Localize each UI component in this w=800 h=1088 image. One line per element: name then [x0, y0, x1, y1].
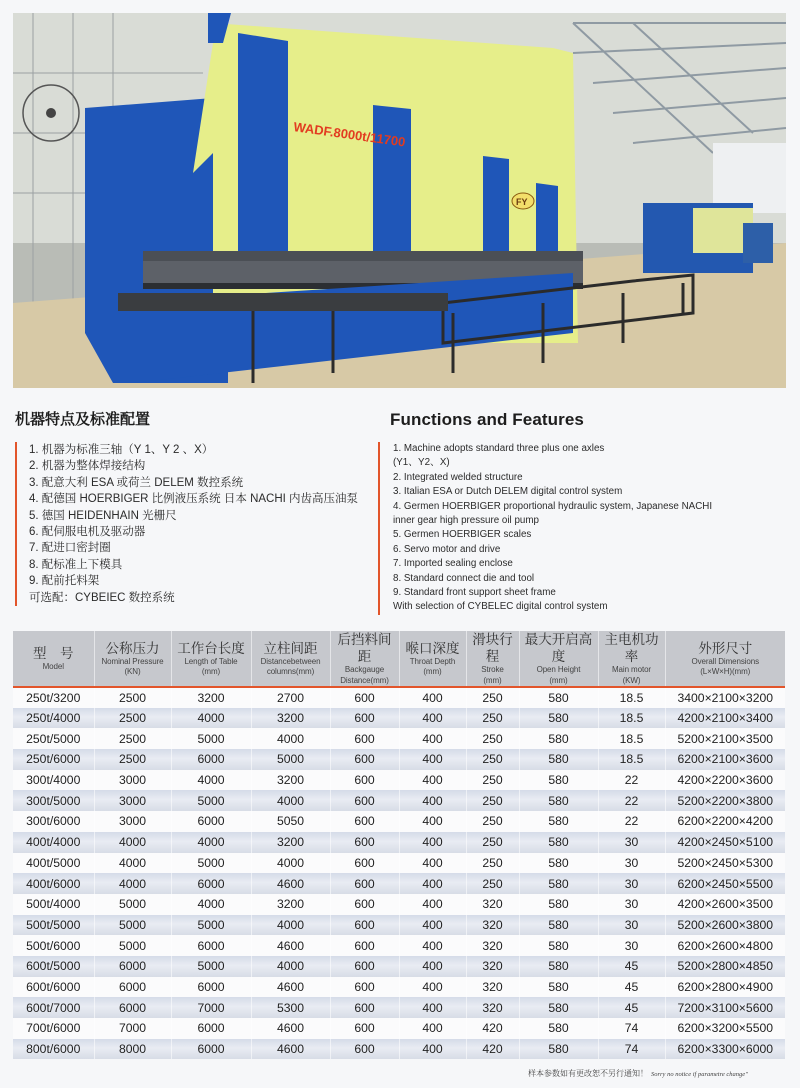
table-row	[13, 728, 785, 749]
table-cell: 18.5	[598, 687, 665, 708]
column-header	[13, 631, 94, 687]
column-header-en: Stroke	[481, 665, 504, 674]
table-cell: 5200×2200×3800	[665, 790, 785, 811]
feature-item-optional: With selection of CYBELEC digital control system	[393, 601, 608, 613]
table-cell: 600	[330, 956, 399, 977]
model-cell: 300t/5000	[13, 790, 94, 811]
table-cell: 5000	[171, 853, 251, 874]
table-cell: 400	[399, 873, 466, 894]
features-en-title: Functions and Features	[390, 410, 584, 429]
table-cell: 30	[598, 832, 665, 853]
feature-item: 9. Standard front support sheet frame	[393, 587, 556, 599]
table-cell: 18.5	[598, 728, 665, 749]
table-cell: 580	[519, 853, 598, 874]
machine-label: WADF.8000t/11700	[292, 119, 407, 150]
model-cell: 300t/6000	[13, 811, 94, 832]
table-row	[13, 853, 785, 874]
table-cell: 22	[598, 770, 665, 791]
table-cell: 400	[399, 687, 466, 708]
table-cell: 600	[330, 687, 399, 708]
table-cell: 600	[330, 708, 399, 729]
table-cell: 5000	[94, 915, 171, 936]
column-header-cn: 公称压力	[105, 640, 160, 656]
table-cell: 320	[466, 997, 519, 1018]
table-cell: 3400×2100×3200	[665, 687, 785, 708]
table-row	[13, 790, 785, 811]
machine-logo: FY	[516, 197, 528, 207]
table-cell: 400	[399, 853, 466, 874]
table-row	[13, 894, 785, 915]
table-cell: 4600	[251, 1018, 330, 1039]
table-cell: 250	[466, 749, 519, 770]
table-row	[13, 708, 785, 729]
table-row	[13, 997, 785, 1018]
model-cell: 400t/5000	[13, 853, 94, 874]
table-cell: 7200×3100×5600	[665, 997, 785, 1018]
table-row	[13, 915, 785, 936]
column-header-cn: 工作台长度	[177, 640, 245, 656]
table-cell: 30	[598, 935, 665, 956]
table-cell: 6000	[171, 873, 251, 894]
table-cell: 600	[330, 728, 399, 749]
table-cell: 400	[399, 790, 466, 811]
model-cell: 800t/6000	[13, 1039, 94, 1060]
table-cell: 5200×2800×4850	[665, 956, 785, 977]
feature-item-continued: inner gear high pressure oil pump	[393, 515, 539, 527]
table-cell: 250	[466, 728, 519, 749]
table-cell: 420	[466, 1018, 519, 1039]
table-cell: 18.5	[598, 749, 665, 770]
table-cell: 6200×3200×5500	[665, 1018, 785, 1039]
table-cell: 74	[598, 1018, 665, 1039]
feature-item: 2. Integrated welded structure	[393, 471, 523, 483]
column-header	[598, 631, 665, 687]
column-header-en: Open Height	[536, 665, 581, 674]
table-cell: 580	[519, 832, 598, 853]
table-cell: 6000	[171, 749, 251, 770]
table-cell: 320	[466, 935, 519, 956]
table-cell: 5000	[171, 956, 251, 977]
table-header-row	[13, 631, 785, 687]
column-header-en: Model	[42, 661, 64, 671]
table-cell: 6000	[171, 1039, 251, 1060]
column-header	[519, 631, 598, 687]
column-header-cn: 主电机功率	[604, 632, 659, 664]
table-body	[13, 687, 785, 1059]
feature-item-optional: 可选配：CYBEIEC 数控系统	[29, 591, 175, 604]
table-cell: 6000	[171, 1018, 251, 1039]
feature-item: 9. 配前托料架	[29, 575, 100, 588]
table-row	[13, 749, 785, 770]
column-header-unit: (L×W×H)(mm)	[700, 667, 751, 676]
table-cell: 2500	[94, 749, 171, 770]
table-cell: 4600	[251, 935, 330, 956]
table-cell: 600	[330, 873, 399, 894]
table-cell: 400	[399, 956, 466, 977]
column-header	[466, 631, 519, 687]
table-cell: 600	[330, 770, 399, 791]
table-cell: 6200×2200×4200	[665, 811, 785, 832]
features-en-list	[378, 442, 780, 615]
table-cell: 2700	[251, 687, 330, 708]
table-cell: 45	[598, 977, 665, 998]
table-cell: 3200	[171, 687, 251, 708]
table-cell: 600	[330, 1018, 399, 1039]
table-cell: 600	[330, 977, 399, 998]
table-cell: 8000	[94, 1039, 171, 1060]
table-cell: 2500	[94, 687, 171, 708]
column-header-unit: (mm)	[201, 667, 221, 676]
table-cell: 4000	[171, 708, 251, 729]
feature-item: 3. Italian ESA or Dutch DELEM digital control system	[393, 486, 623, 498]
table-cell: 250	[466, 873, 519, 894]
table-cell: 4200×2100×3400	[665, 708, 785, 729]
feature-item-continued: (Y1、Y2、X)	[393, 457, 450, 469]
features-cn-title: 机器特点及标准配置	[15, 411, 151, 428]
table-cell: 400	[399, 977, 466, 998]
table-cell: 400	[399, 1018, 466, 1039]
table-cell: 4600	[251, 1039, 330, 1060]
table-cell: 4000	[94, 832, 171, 853]
table-cell: 30	[598, 894, 665, 915]
model-cell: 400t/4000	[13, 832, 94, 853]
table-row	[13, 832, 785, 853]
table-cell: 6200×2800×4900	[665, 977, 785, 998]
specification-table	[13, 631, 785, 1059]
table-cell: 6200×2600×4800	[665, 935, 785, 956]
table-row	[13, 811, 785, 832]
table-cell: 5000	[251, 749, 330, 770]
table-cell: 250	[466, 708, 519, 729]
table-cell: 6000	[171, 977, 251, 998]
table-cell: 30	[598, 873, 665, 894]
model-cell: 600t/6000	[13, 977, 94, 998]
table-cell: 580	[519, 749, 598, 770]
column-header	[171, 631, 251, 687]
press-brake-illustration	[13, 13, 786, 388]
table-cell: 320	[466, 894, 519, 915]
table-cell: 4000	[94, 873, 171, 894]
table-cell: 30	[598, 915, 665, 936]
table-cell: 4600	[251, 873, 330, 894]
column-header-en: Overall Dimensions	[691, 656, 760, 666]
table-cell: 250	[466, 790, 519, 811]
table-cell: 5200×2600×3800	[665, 915, 785, 936]
table-cell: 400	[399, 832, 466, 853]
footnote-cn: 样本参数如有更改恕不另行通知！	[528, 1069, 648, 1078]
table-cell: 600	[330, 790, 399, 811]
model-cell: 400t/6000	[13, 873, 94, 894]
feature-item: 5. 德国 HEIDENHAIN 光栅尺	[29, 509, 177, 522]
table-cell: 580	[519, 687, 598, 708]
table-cell: 580	[519, 1018, 598, 1039]
table-cell: 7000	[171, 997, 251, 1018]
table-cell: 600	[330, 915, 399, 936]
column-header-unit: (KN)	[124, 667, 141, 676]
table-cell: 4200×2600×3500	[665, 894, 785, 915]
table-cell: 5000	[94, 935, 171, 956]
table-row	[13, 956, 785, 977]
table-cell: 4200×2450×5100	[665, 832, 785, 853]
model-cell: 700t/6000	[13, 1018, 94, 1039]
table-row	[13, 770, 785, 791]
column-header-en: Nominal Pressure	[101, 656, 164, 666]
column-header-cn: 滑块行程	[472, 632, 513, 664]
table-cell: 5200×2100×3500	[665, 728, 785, 749]
column-header	[665, 631, 785, 687]
feature-item: 1. Machine adopts standard three plus one axles	[393, 443, 605, 454]
table-cell: 6200×3300×6000	[665, 1039, 785, 1060]
model-cell: 300t/4000	[13, 770, 94, 791]
table-cell: 600	[330, 811, 399, 832]
table-cell: 45	[598, 997, 665, 1018]
table-cell: 74	[598, 1039, 665, 1060]
model-cell: 600t/5000	[13, 956, 94, 977]
column-header-cn: 立柱间距	[263, 640, 318, 656]
table-cell: 6000	[171, 935, 251, 956]
table-cell: 580	[519, 915, 598, 936]
table-cell: 250	[466, 687, 519, 708]
table-cell: 250	[466, 811, 519, 832]
column-header-unit: (mm)	[423, 667, 442, 676]
table-cell: 4000	[251, 956, 330, 977]
table-cell: 4000	[171, 832, 251, 853]
column-header-en: Throat Depth	[409, 656, 456, 666]
table-cell: 580	[519, 728, 598, 749]
table-cell: 400	[399, 915, 466, 936]
column-header-en: Length of Table	[184, 656, 238, 666]
table-row	[13, 1039, 785, 1060]
table-cell: 5000	[94, 894, 171, 915]
table-cell: 6000	[94, 977, 171, 998]
table-row	[13, 873, 785, 894]
table-cell: 600	[330, 935, 399, 956]
feature-item: 6. 配伺服电机及驱动器	[29, 526, 146, 539]
features-english	[390, 408, 780, 615]
table-cell: 580	[519, 873, 598, 894]
column-header	[330, 631, 399, 687]
table-cell: 6200×2450×5500	[665, 873, 785, 894]
table-cell: 420	[466, 1039, 519, 1060]
feature-item: 3. 配意大利 ESA 或荷兰 DELEM 数控系统	[29, 476, 244, 489]
footnote	[528, 1068, 748, 1079]
table-cell: 4000	[251, 915, 330, 936]
table-cell: 4000	[251, 790, 330, 811]
model-cell: 500t/4000	[13, 894, 94, 915]
feature-item: 4. 配德国 HOERBIGER 比例液压系统 日本 NACHI 内齿高压油泵	[29, 493, 359, 506]
feature-item: 8. Standard connect die and tool	[393, 572, 535, 584]
table-cell: 6000	[171, 811, 251, 832]
table-cell: 5000	[171, 915, 251, 936]
table-cell: 580	[519, 956, 598, 977]
column-header	[399, 631, 466, 687]
column-header-en: Main motor	[611, 665, 651, 674]
table-cell: 6000	[94, 956, 171, 977]
table-row	[13, 687, 785, 708]
table-cell: 320	[466, 956, 519, 977]
table-cell: 250	[466, 770, 519, 791]
table-cell: 600	[330, 853, 399, 874]
column-header-unit: columns(mm)	[266, 667, 315, 676]
table-cell: 5000	[171, 728, 251, 749]
feature-item: 7. Imported sealing enclose	[393, 558, 513, 570]
model-cell: 250t/3200	[13, 687, 94, 708]
table-cell: 7000	[94, 1018, 171, 1039]
table-cell: 3000	[94, 770, 171, 791]
table-row	[13, 1018, 785, 1039]
table-cell: 580	[519, 790, 598, 811]
table-row	[13, 977, 785, 998]
feature-item: 4. Germen HOERBIGER proportional hydraulic system, Japanese NACHI	[393, 500, 713, 512]
table-cell: 320	[466, 977, 519, 998]
table-cell: 30	[598, 853, 665, 874]
table-cell: 400	[399, 749, 466, 770]
table-cell: 400	[399, 811, 466, 832]
table-cell: 4000	[171, 894, 251, 915]
table-cell: 6000	[94, 997, 171, 1018]
column-header-cn: 后挡料间距	[337, 632, 392, 664]
table-cell: 580	[519, 977, 598, 998]
table-cell: 3000	[94, 790, 171, 811]
table-cell: 3200	[251, 832, 330, 853]
feature-item: 6. Servo motor and drive	[393, 543, 501, 555]
table-row	[13, 935, 785, 956]
table-cell: 4600	[251, 977, 330, 998]
table-cell: 580	[519, 1039, 598, 1060]
table-cell: 6200×2100×3600	[665, 749, 785, 770]
column-header-cn: 最大开启高度	[524, 632, 593, 664]
column-header-unit: (mm)	[483, 675, 502, 685]
table-cell: 400	[399, 770, 466, 791]
table-cell: 600	[330, 997, 399, 1018]
table-cell: 580	[519, 894, 598, 915]
table-cell: 580	[519, 770, 598, 791]
column-header-unit: (mm)	[549, 675, 568, 685]
table-cell: 3200	[251, 894, 330, 915]
table-cell: 400	[399, 1039, 466, 1060]
table-cell: 400	[399, 997, 466, 1018]
footnote-en: Sorry no notice if parametre change"	[651, 1071, 748, 1078]
features-chinese	[15, 408, 375, 606]
table-cell: 18.5	[598, 708, 665, 729]
column-header-cn: 喉口深度	[405, 640, 460, 656]
column-header-en: Distancebetween	[260, 656, 321, 666]
column-header-unit: Distance(mm)	[340, 675, 389, 685]
table-cell: 400	[399, 708, 466, 729]
table-cell: 3200	[251, 708, 330, 729]
table-cell: 2500	[94, 708, 171, 729]
table-cell: 2500	[94, 728, 171, 749]
table-cell: 400	[399, 894, 466, 915]
feature-item: 5. Germen HOERBIGER scales	[393, 529, 532, 541]
table-cell: 580	[519, 935, 598, 956]
model-cell: 500t/6000	[13, 935, 94, 956]
table-cell: 4000	[171, 770, 251, 791]
table-cell: 5000	[171, 790, 251, 811]
table-cell: 600	[330, 749, 399, 770]
column-header-en: Backgauge	[344, 665, 385, 674]
table-cell: 5200×2450×5300	[665, 853, 785, 874]
table-cell: 250	[466, 832, 519, 853]
table-cell: 4000	[251, 728, 330, 749]
table-cell: 580	[519, 811, 598, 832]
feature-item: 2. 机器为整体焊接结构	[29, 460, 146, 473]
column-header	[251, 631, 330, 687]
table-cell: 580	[519, 708, 598, 729]
table-cell: 580	[519, 997, 598, 1018]
feature-item: 8. 配标准上下模具	[29, 558, 123, 571]
table-cell: 5050	[251, 811, 330, 832]
table-cell: 45	[598, 956, 665, 977]
model-cell: 250t/4000	[13, 708, 94, 729]
model-cell: 250t/5000	[13, 728, 94, 749]
table-cell: 600	[330, 1039, 399, 1060]
column-header	[94, 631, 171, 687]
table-cell: 4200×2200×3600	[665, 770, 785, 791]
model-cell: 600t/7000	[13, 997, 94, 1018]
feature-item: 1. 机器为标准三轴（Y 1、Y 2 、X）	[29, 444, 214, 456]
product-photo	[13, 13, 786, 388]
table-cell: 400	[399, 935, 466, 956]
table-cell: 600	[330, 894, 399, 915]
model-cell: 500t/5000	[13, 915, 94, 936]
table-cell: 3000	[94, 811, 171, 832]
table-cell: 22	[598, 790, 665, 811]
features-cn-list	[15, 442, 375, 606]
feature-item: 7. 配进口密封圈	[29, 542, 111, 555]
table-cell: 3200	[251, 770, 330, 791]
table-cell: 22	[598, 811, 665, 832]
model-cell: 250t/6000	[13, 749, 94, 770]
column-header-cn: 外形尺寸	[698, 640, 753, 656]
table-cell: 600	[330, 832, 399, 853]
table-cell: 4000	[251, 853, 330, 874]
table-cell: 5300	[251, 997, 330, 1018]
table-cell: 4000	[94, 853, 171, 874]
table-cell: 250	[466, 853, 519, 874]
column-header-unit: (KW)	[622, 675, 641, 685]
column-header-cn: 型 号	[33, 645, 74, 661]
table-cell: 320	[466, 915, 519, 936]
table-cell: 400	[399, 728, 466, 749]
